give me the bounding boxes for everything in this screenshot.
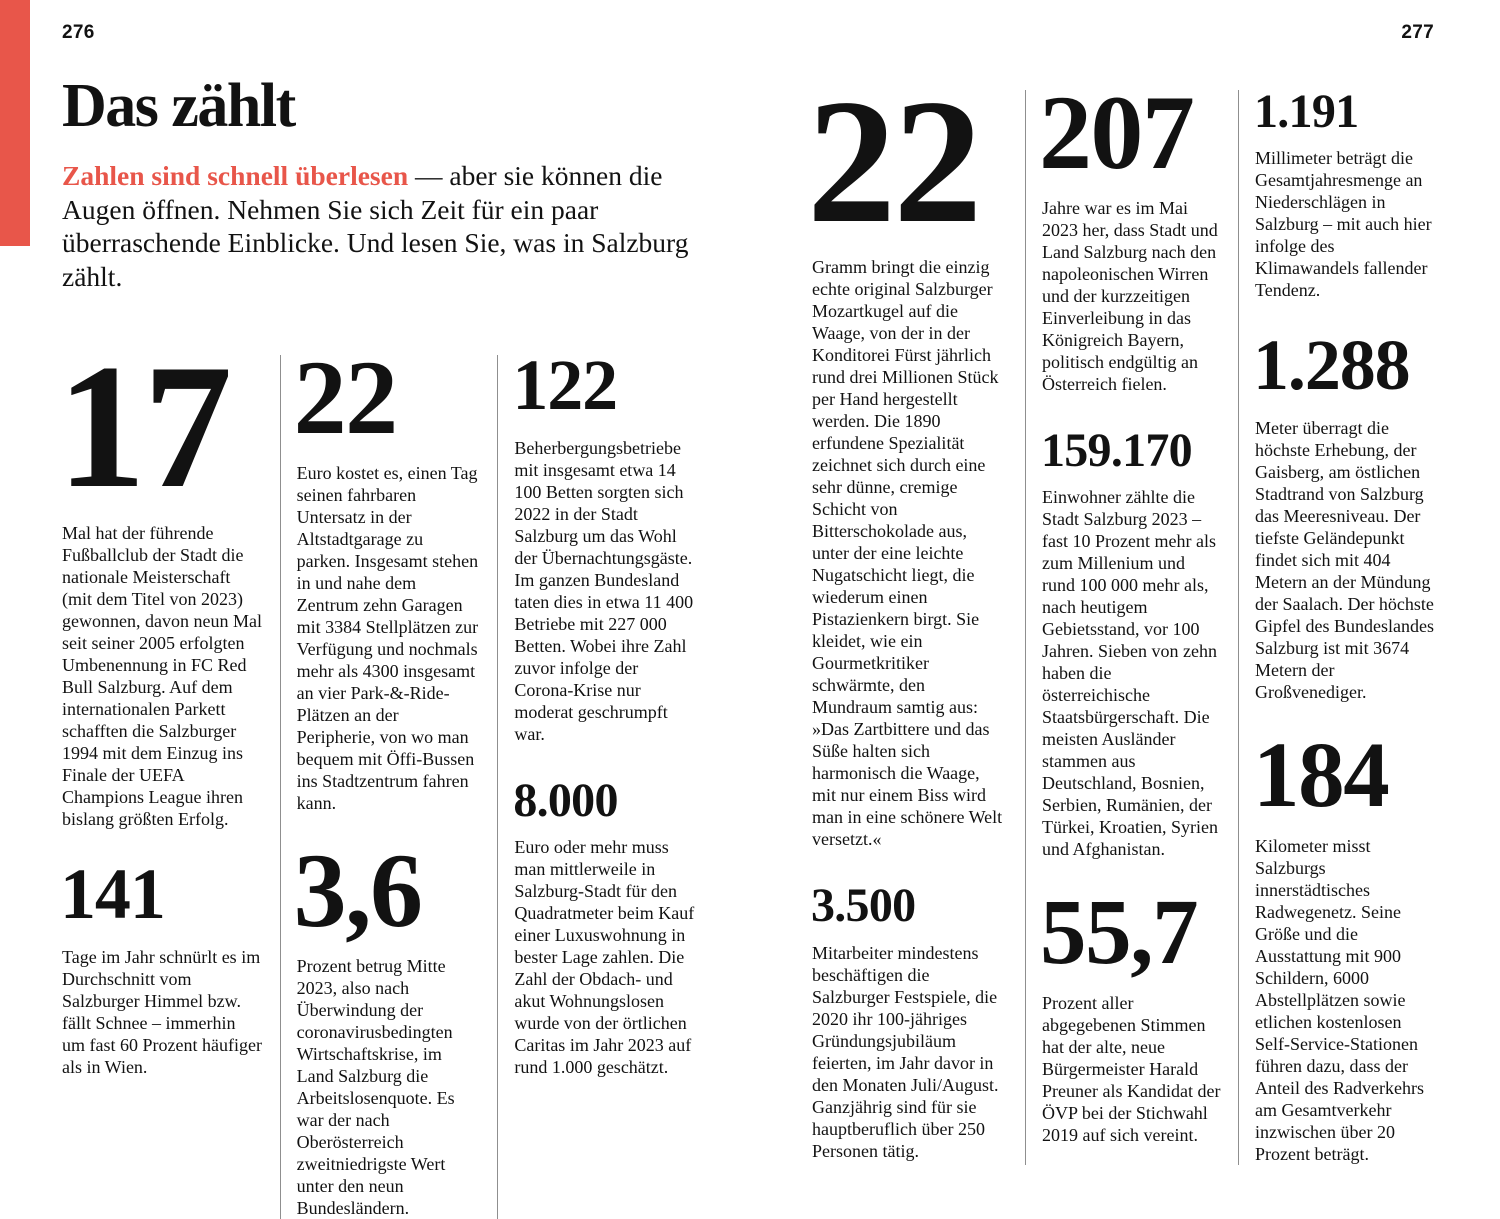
- stat-text: Prozent aller abgegebenen Stimmen hat der alte, neue Bürgermeister Harald Preuner als Kandidat der ÖVP bei der Stichwahl 2019 auf sich vereint.: [1042, 993, 1221, 1146]
- stat-item: [1040, 881, 1221, 1146]
- page-right: [807, 0, 1434, 1165]
- stat-item: [807, 62, 1008, 850]
- stat-number: 1.288: [1253, 325, 1410, 406]
- stat-item: [1253, 325, 1434, 703]
- page-title: Das zählt: [62, 72, 295, 140]
- page-number-right: 277: [1401, 22, 1434, 43]
- stat-item: [293, 339, 481, 814]
- stat-number: 3.500: [811, 879, 916, 933]
- page-left: [57, 0, 698, 1219]
- stat-columns-left: [57, 327, 698, 1219]
- intro-highlight: Zahlen sind schnell überlesen: [62, 160, 409, 192]
- stat-text: Beherbergungsbetriebe mit insgesamt etwa 14 100 Betten sorgten sich 2022 in der Stadt Salzburg um das Wohl der Übernachtungsgäste. Im ganzen Bundesland taten dies in etwa 11 400 Betriebe mit 227 000 Betten. Wobei ihre Zahl zuvor infolge der Corona-Krise nur moderat geschrumpft war.: [514, 438, 694, 745]
- stat-item: [293, 832, 481, 1219]
- page-number-left: 276: [62, 22, 95, 43]
- stat-item: [57, 327, 263, 829]
- stat-text: Euro kostet es, einen Tag seinen fahrbaren Untersatz in der Altstadtgarage zu parken. Insgesamt stehen in und nahe dem Zentrum zehn Garagen mit 3384 Stellplätzen zur Verfügung und nochmals mehr als 4300 insgesamt an vier Park-&-Ride-Plätzen an der Peripherie, von wo man bequem mit Öffi-Bussen ins Stadtzentrum fahren kann.: [296, 463, 479, 814]
- stat-number: 159.170: [1041, 423, 1192, 477]
- intro-paragraph: [62, 159, 724, 293]
- stat-text: Meter überragt die höchste Erhebung, der Gaisberg, am östlichen Stadtrand von Salzburg das Meeresniveau. Der tiefste Geländepunkt findet sich mit 404 Metern an der Mündung der Saalach. Der höchste Gipfel des Bundeslandes Salzburg ist mit 3674 Metern der Großvenediger.: [1255, 418, 1434, 703]
- stat-number: 17: [57, 327, 230, 526]
- stat-number: 8.000: [513, 774, 618, 828]
- stat-number: 22: [807, 62, 980, 260]
- stat-number: 207: [1039, 74, 1194, 191]
- stat-number: 22: [293, 339, 397, 457]
- stat-number: 122: [512, 345, 618, 426]
- stat-item: [513, 774, 698, 1078]
- stat-text: Tage im Jahr schnürlt es im Durchschnitt vom Salzburger Himmel bzw. fällt Schnee – immerhin um fast 60 Prozent häufiger als in Wien.: [62, 946, 262, 1077]
- stat-number: 3,6: [293, 832, 422, 950]
- stat-item: [60, 853, 263, 1078]
- stat-item: [1254, 85, 1434, 301]
- stat-text: Einwohner zählte die Stadt Salzburg 2023 – fast 10 Prozent mehr als zum Millenium und rund 100 000 mehr als, nach heutigem Gebietsstand, vor 100 Jahren. Sieben von zehn haben die österreichische Staatsbürgerschaft. Die meisten Ausländer stammen aus Deutschland, Bosnien, Serbien, Rumänien, der Türkei, Kroatien, Syrien und Afghanistan.: [1042, 487, 1218, 860]
- accent-bar: [0, 0, 30, 246]
- stat-text: Euro oder mehr muss man mittlerweile in Salzburg-Stadt für den Quadratmeter beim Kauf einer Luxuswohnung in bester Lage zahlen. Die Zahl der Obdach- und akut Wohnungslosen wurde von der örtlichen Caritas im Jahr 2023 auf rund 1.000 geschätzt.: [514, 837, 695, 1078]
- stat-text: Jahre war es im Mai 2023 her, dass Stadt und Land Salzburg nach den napoleonischen Wirren und der kurzzeitigen Einverleibung in das Königreich Bayern, politisch endgültig an Österreich fielen.: [1042, 197, 1218, 394]
- stat-text: Prozent betrug Mitte 2023, also nach Überwindung der coronavirusbedingten Wirtschaftskrise, im Land Salzburg die Arbeitslosenquote. Es war der nach Oberösterreich zweitniedrigste Wert unter den neun Bundesländern.: [296, 956, 455, 1219]
- stat-text: Mitarbeiter mindestens beschäftigen die Salzburger Festspiele, die 2020 ihr 100-jähriges Gründungsjubiläum feierten, im Jahr davor in den Monaten Juli/August. Ganzjährig sind für sie hauptberuflich über 250 Personen tätig.: [812, 942, 999, 1161]
- stat-item: [1253, 724, 1434, 1165]
- stat-number: 184: [1253, 724, 1389, 828]
- stat-number: 1.191: [1254, 85, 1359, 138]
- stat-column: [1025, 74, 1221, 1165]
- stat-column: [497, 345, 698, 1219]
- intro-rest: — aber sie können die Augen öffnen. Nehmen Sie sich Zeit für ein paar überraschende Einblicke. Und lesen Sie, was in Salzburg zählt.: [62, 160, 689, 292]
- stat-text: Mal hat der führende Fußballclub der Stadt die nationale Meisterschaft (mit dem Titel von 2023) gewonnen, davon neun Mal seit seiner 2005 erfolgten Umbenennung in FC Red Bull Salzburg. Auf dem internationalen Parkett schafften die Salzburger 1994 mit dem Einzug ins Finale der UEFA Champions League ihren bislang größten Erfolg.: [62, 522, 262, 829]
- stat-columns-right: [807, 62, 1434, 1165]
- stat-column: [57, 327, 263, 1219]
- stat-item: [811, 879, 1008, 1161]
- stat-text: Millimeter beträgt die Gesamtjahresmenge an Niederschlägen in Salzburg – mit auch hier infolge des Klimawandels fallender Tendenz.: [1255, 148, 1432, 301]
- stat-text: Gramm bringt die einzig echte original Salzburger Mozartkugel auf die Waage, von der in der Konditorei Fürst jährlich rund drei Millionen Stück per Hand hergestellt werden. Die 1890 erfundene Spezialität zeichnet sich durch eine sehr dünne, cremige Schicht von Bitterschokolade aus, unter der eine leichte Nugatschicht liegt, die wiederum einen Pistazienkern birgt. Sie kleidet, wie ein Gourmetkritiker schwärmte, den Mundraum samtig aus: »Das Zartbittere und das Süße halten sich harmonisch die Waage, mit nur einem Biss wird man in eine schönere Welt versetzt.«: [812, 257, 1003, 850]
- stat-column: [1238, 85, 1434, 1165]
- stat-item: [1041, 423, 1221, 860]
- stat-column: [280, 339, 481, 1219]
- stat-column: [807, 62, 1008, 1165]
- stat-number: 55,7: [1040, 881, 1198, 985]
- stat-text: Kilometer misst Salzburgs innerstädtisches Radwegenetz. Seine Größe und die Ausstattung mit 900 Schildern, 6000 Abstellplätzen sowie etlichen kostenlosen Self-Service-Stationen führen dazu, dass der Anteil des Radverkehrs am Gesamtverkehr inzwischen über 20 Prozent beträgt.: [1255, 836, 1424, 1165]
- stat-item: [1039, 74, 1221, 395]
- stat-number: 141: [60, 853, 165, 934]
- stat-item: [512, 345, 698, 745]
